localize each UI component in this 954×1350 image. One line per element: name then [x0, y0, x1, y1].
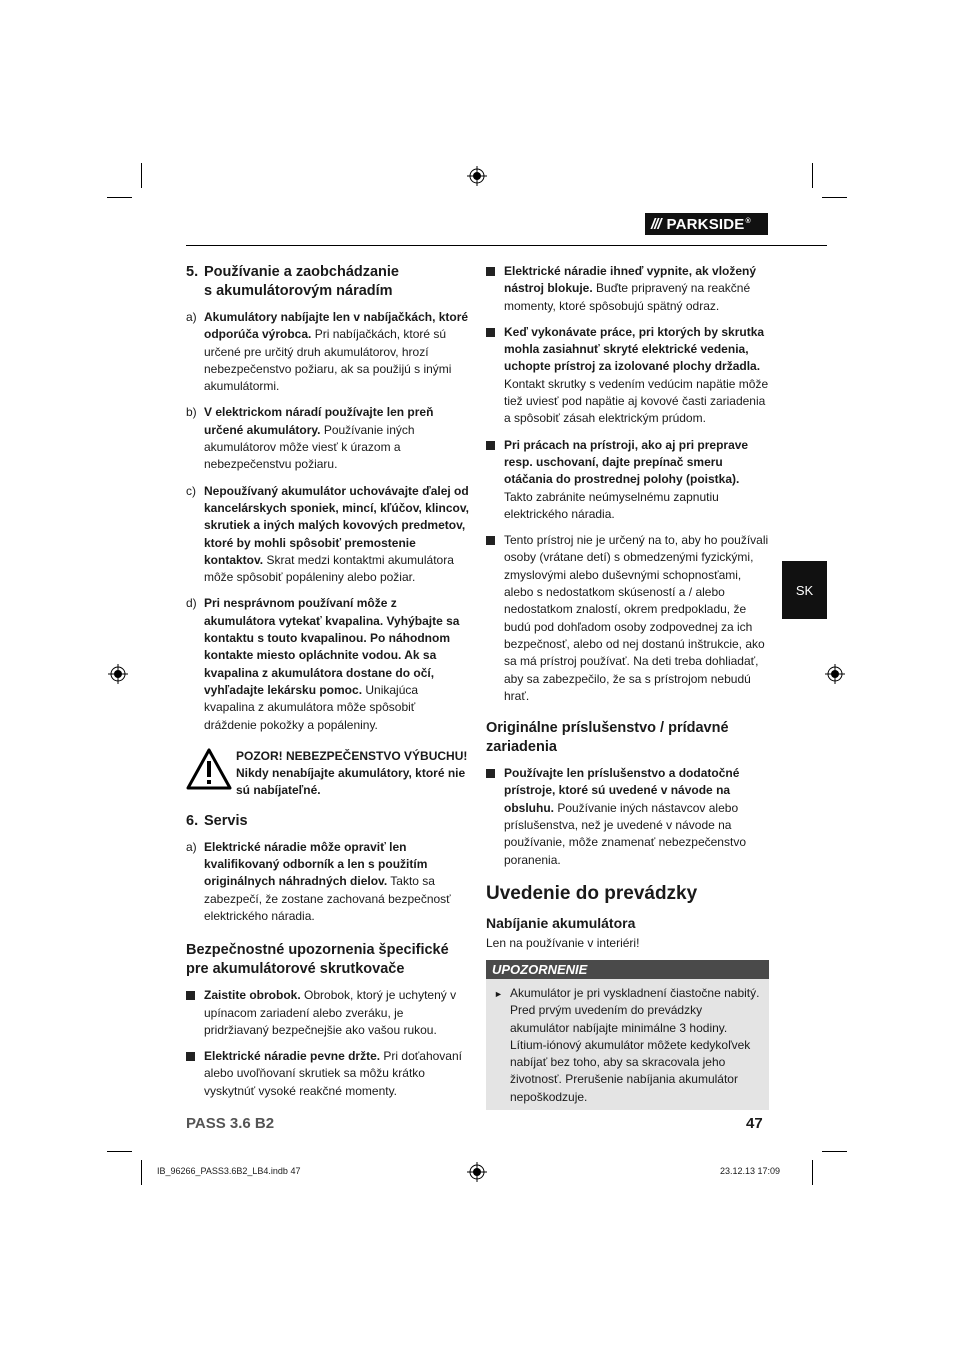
item-text: Buďte pripravený na reakčné momenty, ktoré spôsobujú spätný odraz.: [504, 281, 751, 313]
item-text: Tento prístroj nie je určený na to, aby ho používali osoby (vrátane detí) s obmedzenými fyzickými, zmyslovými alebo duševnými schopnosťami, alebo s nedostatkom skúseností a / alebo nedostatkom znalostí, okrem predpokladu, že budú pod dohľadom osoby zodpovednej za ich bezpečnosť, alebo od nej dostanú inštrukcie, ako sa má prístroj používať. Na deti treba dohliadať, aby sa zabezpečilo, že sa s prístrojom nebudú hrať.: [504, 533, 769, 703]
arrow-right-icon: ►: [494, 988, 503, 999]
bullet-item: [186, 987, 471, 1039]
brand-logo: [645, 213, 768, 235]
brand-slashes: ///: [651, 215, 661, 233]
square-bullet-icon: [486, 769, 495, 778]
item-text: Pri doťahovaní alebo uvoľňovaní skrutiek sa môžu krátko vyskytnúť vysoké reakčné momenty.: [204, 1049, 462, 1098]
date-slug: 23.12.13 17:09: [720, 1166, 781, 1176]
charging-heading: Nabíjanie akumulátora: [486, 914, 636, 931]
item-label: a): [186, 310, 197, 324]
crop-mark: [141, 163, 142, 188]
crop-mark: [107, 1151, 132, 1152]
crop-mark: [812, 163, 813, 188]
language-tab: SK: [782, 561, 827, 619]
crop-mark: [141, 1160, 142, 1185]
list-item: [186, 404, 471, 473]
section-heading-5: 5. Používanie a zaobchádzanie s akumulátorovým náradím: [186, 264, 399, 299]
item-label: c): [186, 483, 196, 498]
item-bold-text: Akumulátory nabíjajte len v nabíjačkách, ktoré odporúča výrobca.: [204, 310, 469, 342]
item-bold-text: Pri prácach na prístroji, ako aj pri preprave resp. uschovaní, dajte prepínač smeru otáčania do prostrednej polohy (poistka).: [504, 437, 749, 487]
bullet-item: [486, 765, 769, 869]
notice-header: UPOZORNENIE: [486, 960, 769, 979]
registration-mark-icon: [825, 664, 845, 684]
item-label: b): [186, 405, 197, 420]
item-text: Skrat medzi kontaktmi akumulátora môže spôsobiť popáleniny alebo požiar.: [204, 552, 454, 585]
list-item: [186, 839, 471, 925]
bullet-item: [486, 324, 769, 428]
left-column: [186, 263, 471, 1109]
square-bullet-icon: [486, 328, 495, 337]
section-heading-specific: Bezpečnostné upozornenia špecifické pre akumulátorové skrutkovače: [186, 942, 449, 978]
bullet-item: [486, 532, 769, 705]
commissioning-heading: Uvedenie do prevádzky: [486, 882, 698, 904]
bullet-item: [486, 437, 769, 523]
item-text: Pri nabíjačkách, ktoré sú určené pre určitý druh akumulátorov, hrozí nebezpečenstvo požiaru, ak sa použijú s inými akumulátormi.: [204, 327, 452, 394]
crop-mark: [107, 197, 132, 198]
warning-text: POZOR! NEBEZPEČENSTVO VÝBUCHU! Nikdy nenabíjajte akumulátory, ktoré nie sú nabíjateľné.: [236, 748, 468, 798]
square-bullet-icon: [486, 536, 495, 545]
item-bold-text: Elektrické náradie pevne držte.: [204, 1049, 381, 1064]
list-item: [186, 595, 471, 733]
crop-mark: [822, 1151, 847, 1152]
item-bold-text: Nepoužívaný akumulátor uchovávajte ďalej od kancelárskych sponiek, mincí, kľúčov, klincov, skrutiek a iných malých kovových predmetov, ktoré by mohli spôsobiť premostenie kontaktov.: [204, 483, 469, 567]
crop-mark: [812, 1160, 813, 1185]
indoor-note: Len na používanie v interiéri!: [486, 935, 640, 950]
item-bold-text: Pri nesprávnom používaní môže z akumulátora vytekať kvapalina. Vyhýbajte sa kontaktu s touto kvapalinou. Po náhodnom kontakte miesto opláchnite vodou. Ak sa kvapalina z akumulátora dostane do očí, vyhľadajte lekársku pomoc.: [204, 596, 460, 697]
footer-model: PASS 3.6 B2: [186, 1115, 275, 1132]
header-rule: [186, 245, 827, 246]
registration-mark-icon: [108, 664, 128, 684]
crop-mark: [822, 197, 847, 198]
file-slug: IB_96266_PASS3.6B2_LB4.indb 47: [157, 1166, 301, 1176]
notice-box: [486, 960, 769, 1110]
registration-mark-icon: [467, 1162, 487, 1182]
item-label: d): [186, 596, 197, 611]
item-text: Používanie iných akumulátorov môže viesť k úrazom a nebezpečenstvu požiaru.: [204, 422, 415, 472]
item-bold-text: Keď vykonávate práce, pri ktorých by skrutka mohla zasiahnuť skryté elektrické vedenia, uchopte prístroj za izolované plochy držadla.: [504, 324, 765, 374]
warning-block: [186, 748, 471, 800]
section-heading-6: 6. Servis: [186, 812, 248, 829]
item-bold-text: Elektrické náradie ihneď vypnite, ak vložený nástroj blokuje.: [504, 264, 757, 296]
bullet-item: [486, 263, 769, 315]
item-text: Takto zabránite neúmyselnému zapnutiu elektrického náradia.: [504, 489, 719, 521]
item-bold-text: Elektrické náradie môže opraviť len kvalifikovaný odborník a len s použitím originálnych náhradných dielov.: [204, 839, 428, 889]
square-bullet-icon: [486, 441, 495, 450]
item-text: Kontakt skrutky s vedením vedúcim napätie môže tiež uviesť pod napätie aj kovové časti zariadenia a spôsobiť zásah elektrickým prúdom.: [504, 376, 769, 426]
item-label: a): [186, 839, 197, 854]
list-item: [186, 309, 471, 395]
accessories-heading: Originálne príslušenstvo / prídavné zariadenia: [486, 720, 729, 756]
item-text: Používanie iných nástavcov alebo príslušenstva, než je uvedené v návode na používanie, môže znamenať nebezpečenstvo poranenia.: [504, 800, 746, 867]
item-text: Takto sa zabezpečí, že zostane zachovaná bezpečnosť elektrického náradia.: [204, 874, 451, 923]
bullet-item: [186, 1048, 471, 1100]
notice-text-2: Lítium-iónový akumulátor môžete kedykoľvek nabíjať bez toho, aby sa skracovala jeho životnosť. Prerušenie nabíjania akumulátor nepoškodzuje.: [510, 1037, 751, 1104]
warning-triangle-icon: [186, 748, 232, 790]
registration-mark-icon: [467, 166, 487, 186]
brand-name: PARKSIDE®: [666, 215, 751, 233]
square-bullet-icon: [186, 991, 195, 1000]
square-bullet-icon: [486, 267, 495, 276]
page-number: 47: [746, 1115, 763, 1132]
item-text: Obrobok, ktorý je uchytený v upínacom zariadení alebo zveráku, je pridržiavaný bezpečnejšie ako vašou rukou.: [204, 988, 457, 1037]
item-bold-text: V elektrickom náradí používajte len preň určené akumulátory.: [204, 405, 434, 437]
item-bold-text: Používajte len príslušenstvo a dodatočné prístroje, ktoré sú uvedené v návode na obsluhu.: [504, 766, 740, 815]
item-bold-text: Zaistite obrobok.: [204, 988, 301, 1003]
square-bullet-icon: [186, 1052, 195, 1061]
item-text: Unikajúca kvapalina z akumulátora môže spôsobiť dráždenie pokožky a popáleniny.: [204, 682, 419, 732]
right-column: [486, 263, 769, 1110]
list-item: [186, 483, 471, 587]
notice-text-1: Akumulátor je pri vyskladnení čiastočne nabitý. Pred prvým uvedením do prevádzky akumulátor nabíjajte minimálne 3 hodiny.: [510, 985, 760, 1035]
